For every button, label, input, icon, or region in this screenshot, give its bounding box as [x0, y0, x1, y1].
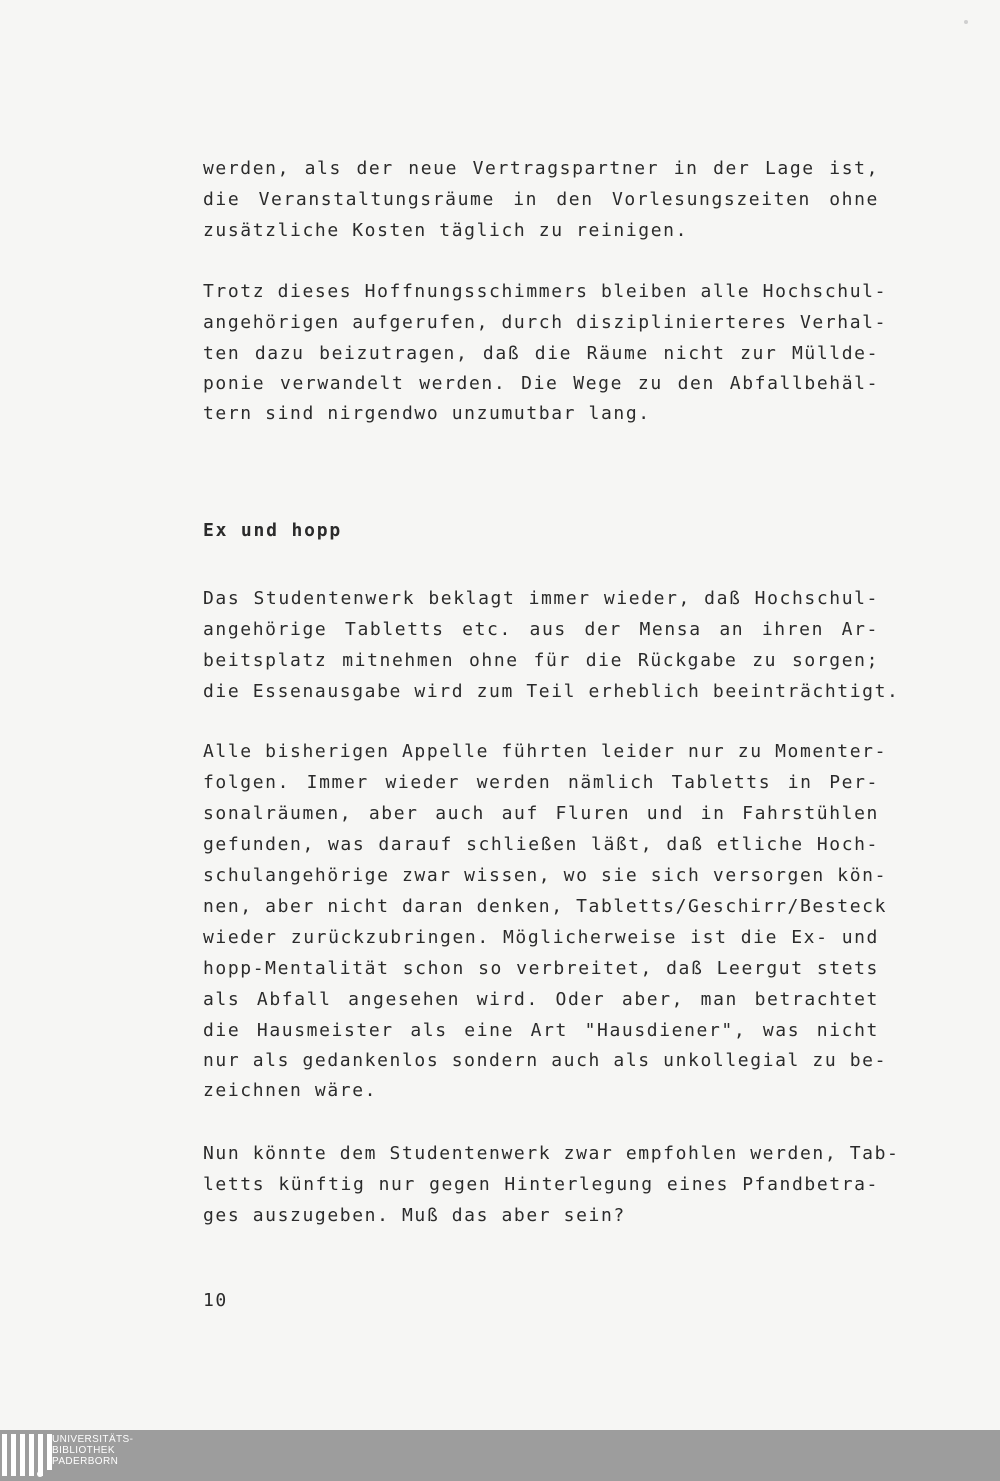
text-line: letts künftig nur gegen Hinterlegung eines Pfandbetra-: [203, 1174, 879, 1195]
library-name-line: BIBLIOTHEK: [52, 1445, 115, 1456]
text-line: Trotz dieses Hoffnungsschimmers bleiben alle Hochschul-: [203, 281, 888, 302]
text-line: nen, aber nicht daran denken, Tabletts/Geschirr/Besteck: [203, 896, 888, 917]
text-line: zusätzliche Kosten täglich zu reinigen.: [203, 220, 689, 241]
text-line: ten dazu beizutragen, daß die Räume nicht zur Mülldе-: [203, 343, 879, 364]
text-line: tern sind nirgendwo unzumutbar lang.: [203, 403, 651, 424]
section-heading: Ex und hopp: [203, 520, 343, 541]
library-logo-icon: [2, 1434, 52, 1476]
text-line: Nun könnte dem Studentenwerk zwar empfohlen werden, Tab-: [203, 1143, 900, 1164]
text-line: die Veranstaltungsräume in den Vorlesungszeiten ohne: [203, 189, 879, 210]
text-line: angehörigen aufgerufen, durch disziplinierteres Verhal-: [203, 312, 888, 333]
text-line: Alle bisherigen Appelle führten leider nur zu Momenter-: [203, 741, 888, 762]
text-line: sonalräumen, aber auch auf Fluren und in Fahrstühlen: [203, 803, 879, 824]
logo-dot-icon: [37, 1471, 43, 1477]
library-footer-bar: [0, 1430, 1000, 1481]
scan-speck: [964, 20, 968, 24]
text-line: wieder zurückzubringen. Möglicherweise ist die Ex- und: [203, 927, 879, 948]
text-line: Das Studentenwerk beklagt immer wieder, daß Hochschul-: [203, 588, 879, 609]
library-name: [52, 1434, 133, 1467]
text-line: ponie verwandelt werden. Die Wege zu den Abfallbehäl-: [203, 373, 879, 394]
page-number: 10: [203, 1290, 228, 1311]
text-line: folgen. Immer wieder werden nämlich Tabletts in Per-: [203, 772, 879, 793]
text-line: die Hausmeister als eine Art "Hausdiener", was nicht: [203, 1020, 879, 1041]
text-line: nur als gedankenlos sondern auch als unkollegial zu be-: [203, 1050, 888, 1071]
text-line: gefunden, was darauf schließen läßt, daß etliche Hoch-: [203, 834, 879, 855]
text-line: zeichnen wäre.: [203, 1080, 378, 1101]
text-line: angehörige Tabletts etc. aus der Mensa an ihren Ar-: [203, 619, 879, 640]
text-line: als Abfall angesehen wird. Oder aber, man betrachtet: [203, 989, 879, 1010]
text-line: werden, als der neue Vertragspartner in der Lage ist,: [203, 158, 879, 179]
text-line: die Essenausgabe wird zum Teil erheblich beeinträchtigt.: [203, 681, 900, 702]
text-line: schulangehörige zwar wissen, wo sie sich versorgen kön-: [203, 865, 888, 886]
library-name-line: UNIVERSITÄTS-: [52, 1434, 134, 1445]
library-name-line: PADERBORN: [52, 1456, 119, 1467]
text-line: hopp-Mentalität schon so verbreitet, daß Leergut stets: [203, 958, 879, 979]
text-line: ges auszugeben. Muß das aber sein?: [203, 1205, 626, 1226]
text-line: beitsplatz mitnehmen ohne für die Rückgabe zu sorgen;: [203, 650, 879, 671]
